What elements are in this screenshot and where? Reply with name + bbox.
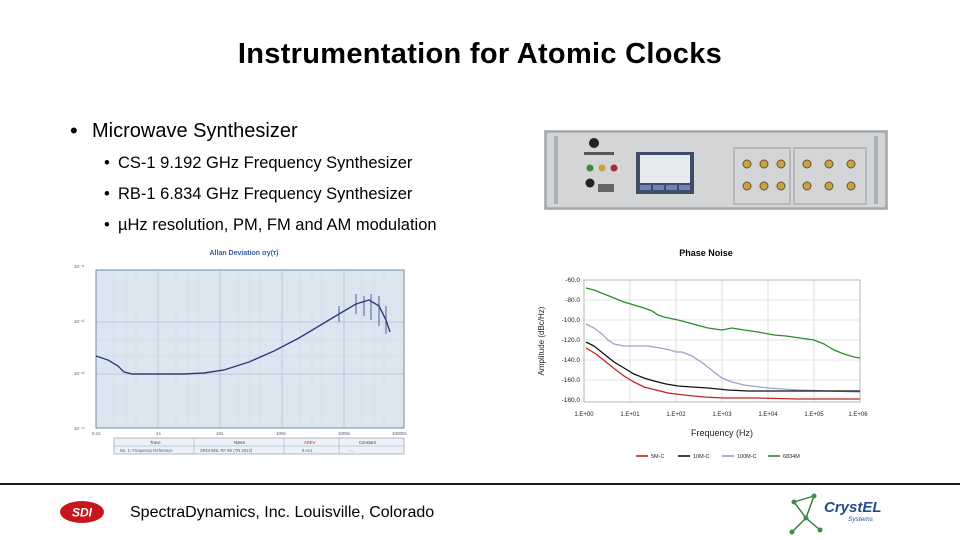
legend-label: 5M-C bbox=[651, 454, 665, 460]
bullet-dot-icon: • bbox=[104, 185, 110, 203]
allan-table-cell: SRDI BNL RF 9S (TN 2012) bbox=[200, 448, 253, 453]
legend-label: 100M-C bbox=[737, 454, 757, 460]
sub-bullet-text: RB-1 6.834 GHz Frequency Synthesizer bbox=[118, 185, 413, 203]
main-bullet bbox=[70, 118, 540, 144]
y-tick-label: -160.0 bbox=[561, 377, 580, 384]
x-tick-label: 1.E+04 bbox=[758, 412, 778, 418]
x-tick-label: 1.E+03 bbox=[712, 412, 732, 418]
crystel-sub: Systems bbox=[848, 516, 873, 523]
sub-bullet-item bbox=[104, 216, 540, 235]
allan-title: Allan Deviation σy(τ) bbox=[209, 250, 279, 257]
legend-label: 10M-C bbox=[693, 454, 710, 460]
x-tick-label: 1.E+02 bbox=[666, 412, 686, 418]
svg-text:10⁻¹²: 10⁻¹² bbox=[74, 319, 85, 324]
bullet-list bbox=[70, 118, 540, 247]
allan-table-header: Trace bbox=[150, 440, 161, 445]
svg-text:1000s: 1000s bbox=[338, 431, 351, 436]
svg-text:0.1s: 0.1s bbox=[92, 431, 101, 436]
y-axis-label: Amplitude (dBc/Hz) bbox=[537, 306, 546, 376]
legend-label: 6834M bbox=[783, 454, 800, 460]
x-tick-label: 1.E+00 bbox=[574, 412, 594, 418]
sub-bullet-item bbox=[104, 154, 540, 173]
bullet-dot-icon: • bbox=[104, 216, 110, 234]
x-tick-label: 1.E+05 bbox=[804, 412, 824, 418]
allan-table-cell: No. 1: Frequency Reference bbox=[120, 448, 173, 453]
crystel-logo bbox=[786, 488, 896, 538]
svg-text:10⁻¹¹: 10⁻¹¹ bbox=[74, 264, 85, 269]
sub-bullet-list bbox=[104, 154, 540, 235]
svg-text:10⁻¹³: 10⁻¹³ bbox=[74, 371, 85, 376]
x-axis-label: Frequency (Hz) bbox=[690, 428, 754, 438]
allan-table-header: Constant bbox=[359, 440, 376, 445]
bullet-dot-icon: • bbox=[104, 154, 110, 172]
allan-deviation-panel bbox=[74, 244, 414, 458]
slide-title: Instrumentation for Atomic Clocks bbox=[237, 38, 723, 70]
y-tick-label: -180.0 bbox=[561, 397, 580, 404]
sub-bullet-text: µHz resolution, PM, FM and AM modulation bbox=[118, 216, 437, 234]
svg-text:10s: 10s bbox=[216, 431, 224, 436]
synthesizer-device-image bbox=[544, 124, 888, 214]
sdi-logo-text: SDI bbox=[71, 505, 93, 520]
y-tick-label: -140.0 bbox=[561, 357, 580, 364]
allan-table-cell: 6 Ac1 bbox=[302, 448, 313, 453]
y-tick-label: -120.0 bbox=[561, 337, 580, 344]
svg-text:10⁻¹⁴: 10⁻¹⁴ bbox=[74, 426, 85, 431]
y-tick-label: -60.0 bbox=[565, 277, 580, 284]
x-tick-label: 1.E+06 bbox=[848, 412, 868, 418]
footer-divider bbox=[0, 483, 960, 485]
allan-table-header: Notes bbox=[234, 440, 245, 445]
phase-noise-panel bbox=[528, 240, 886, 466]
main-bullet-text: Microwave Synthesizer bbox=[92, 119, 298, 142]
y-tick-label: -100.0 bbox=[561, 317, 580, 324]
footer-text: SpectraDynamics, Inc. Louisville, Colorado bbox=[130, 504, 435, 521]
allan-table-cell: -... bbox=[349, 448, 354, 453]
allan-table-header: ADEV bbox=[304, 440, 316, 445]
svg-text:10000s: 10000s bbox=[392, 431, 407, 436]
crystel-brand: CrystEL bbox=[824, 499, 882, 516]
sdi-logo bbox=[58, 499, 106, 525]
phase-noise-title: Phase Noise bbox=[679, 248, 733, 258]
y-tick-label: -80.0 bbox=[565, 297, 580, 304]
svg-text:100s: 100s bbox=[276, 431, 286, 436]
x-tick-label: 1.E+01 bbox=[620, 412, 640, 418]
svg-text:1s: 1s bbox=[156, 431, 161, 436]
sub-bullet-item bbox=[104, 185, 540, 204]
bullet-dot-icon: • bbox=[70, 118, 78, 143]
sub-bullet-text: CS-1 9.192 GHz Frequency Synthesizer bbox=[118, 154, 413, 172]
